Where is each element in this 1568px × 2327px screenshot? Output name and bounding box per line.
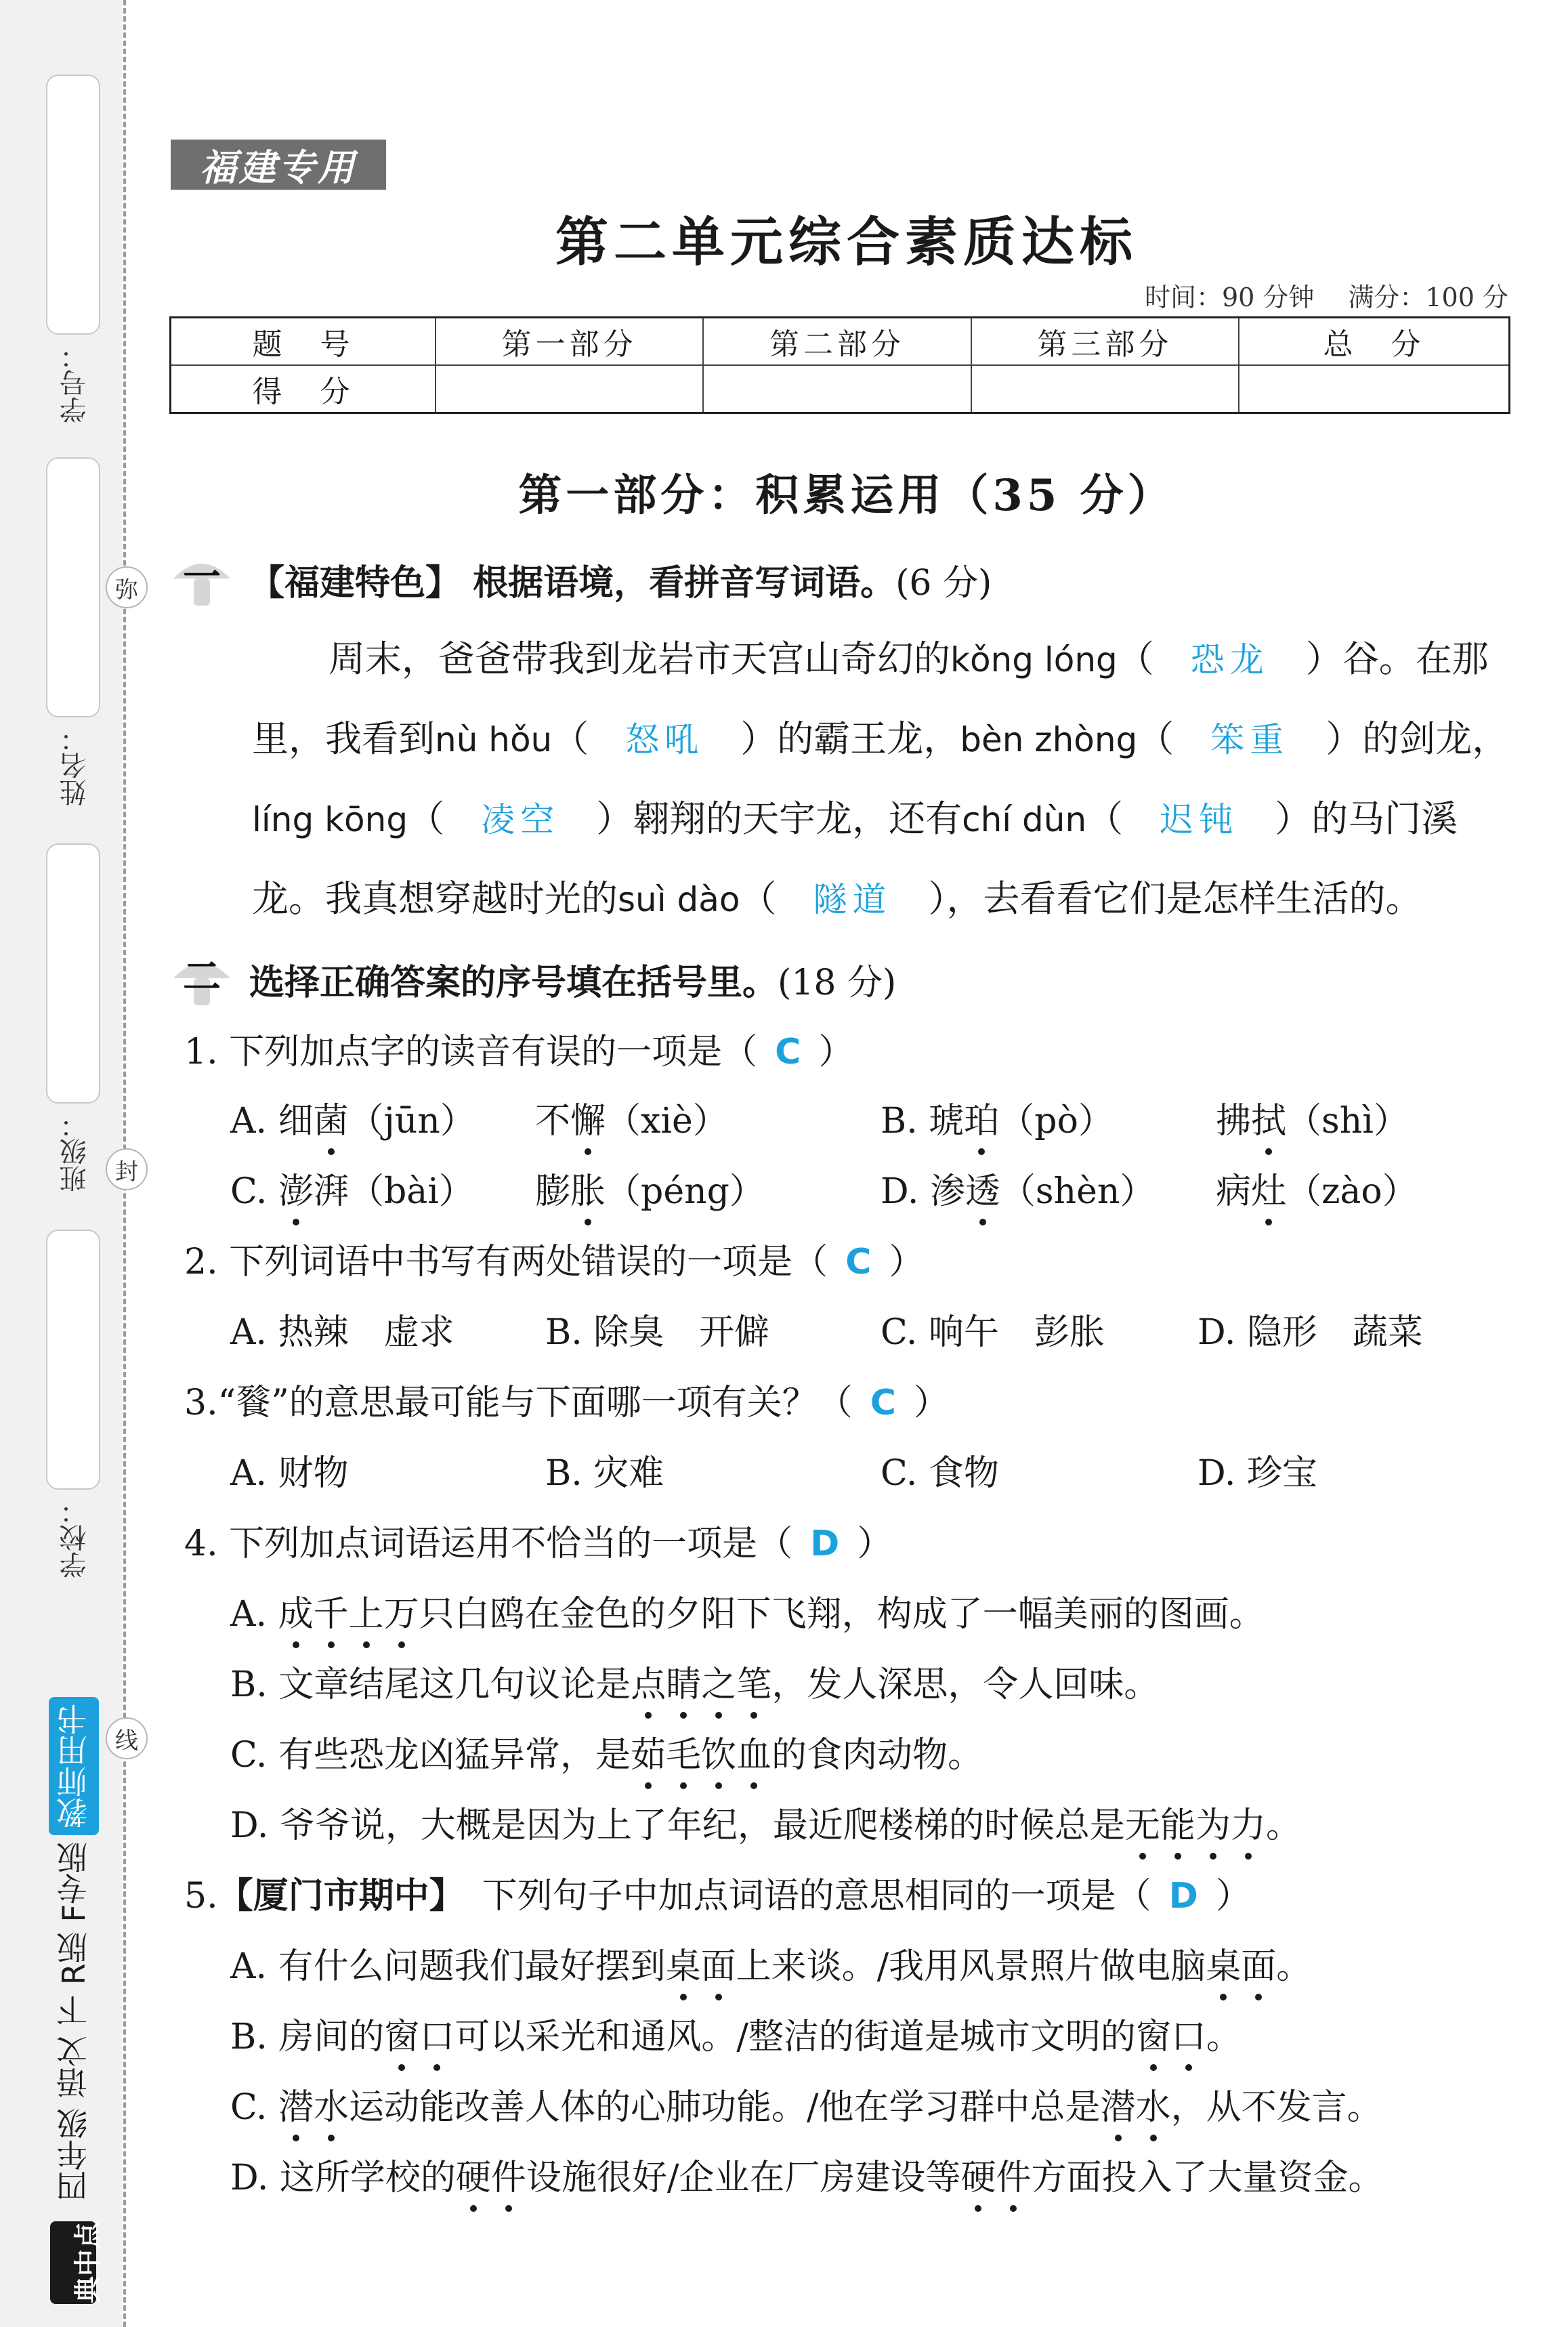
score-cell-part1[interactable]	[436, 365, 703, 413]
answer-suidao[interactable]: 隧道	[813, 880, 892, 919]
stem-text: 4. 下列加点词语运用不恰当的一项是（	[184, 1524, 793, 1564]
q1-line-1	[329, 630, 1489, 682]
q2-4-option-d[interactable]	[230, 1797, 1301, 1847]
q2-3-option-d[interactable]: D. 珍宝	[1198, 1453, 1317, 1494]
q1-header	[249, 554, 992, 605]
q2-badge	[171, 948, 233, 1011]
opt-text: 。	[1265, 1805, 1301, 1846]
q2-3-option-c[interactable]: C. 食物	[881, 1453, 999, 1494]
q1-line-4	[252, 870, 1422, 922]
dotted-char: 之	[701, 1656, 736, 1706]
opt-text: （zào）	[1286, 1171, 1418, 1212]
opt-text: （jūn）	[348, 1101, 475, 1141]
dotted-char: 透	[965, 1162, 1000, 1213]
q2-1-stem	[184, 1023, 853, 1074]
q1-text: ）谷。在那	[1305, 637, 1489, 680]
score-col-total: 总 分	[1239, 318, 1509, 366]
book-info-text: 四年级 语文 下 R版 F专版	[56, 1842, 92, 2202]
opt-text: 上来谈。/我用风景照片做电脑	[736, 1946, 1206, 1987]
q2-points: (18 分)	[778, 963, 897, 1003]
q2-2-option-b[interactable]: B. 除臭 开僻	[545, 1312, 770, 1353]
q2-5-option-a[interactable]	[230, 1937, 1311, 1988]
dotted-char: 件	[996, 2149, 1031, 2200]
teacher-edition-tag: 教师用书	[49, 1697, 99, 1835]
dotted-char: 面	[1241, 1937, 1276, 1988]
dotted-word	[1206, 1946, 1276, 1987]
part1-title: 第一部分：积累运用（35 分）	[518, 470, 1175, 521]
score-col-label: 题 号	[171, 318, 436, 366]
dotted-char: 万	[384, 1585, 419, 1636]
name-label: 姓名：	[60, 725, 91, 806]
q2-5-option-d[interactable]	[230, 2149, 1384, 2200]
score-table-score-row	[171, 365, 1510, 413]
dotted-word	[278, 2087, 349, 2128]
dotted-char: 胀	[570, 1162, 606, 1213]
bracket: （	[1086, 797, 1124, 840]
score-col-part3: 第三部分	[971, 318, 1239, 366]
dotted-word	[1125, 1805, 1266, 1846]
q2-3-option-a[interactable]: A. 财物	[230, 1453, 349, 1494]
dotted-char: 珀	[964, 1092, 999, 1143]
dotted-word	[1136, 2017, 1206, 2057]
bracket: （	[552, 717, 589, 760]
dotted-char: 水	[1136, 2078, 1171, 2129]
opt-text: A. 细	[230, 1101, 314, 1141]
q2-3-answer[interactable]: C	[870, 1383, 896, 1423]
score-table-header-row	[171, 318, 1510, 366]
dotted-char: 为	[1195, 1797, 1231, 1847]
opt-text: 。	[1276, 1946, 1312, 1987]
dotted-char: 水	[314, 2078, 349, 2129]
q2-instruction: 选择正确答案的序号填在括号里。	[249, 963, 778, 1003]
opt-text: （shì）	[1286, 1101, 1409, 1141]
bracket: ）	[818, 1032, 854, 1072]
opt-text: 可以采光和通风。/整洁的街道是城市文明的	[454, 2017, 1136, 2057]
q2-5-tag: 【厦门市期中】	[217, 1875, 465, 1916]
dotted-word	[384, 2017, 454, 2057]
q2-4-option-c[interactable]	[230, 1726, 983, 1777]
dotted-word	[960, 2158, 1031, 2198]
q1-number: 一	[183, 555, 221, 600]
q2-4-option-a[interactable]	[230, 1585, 1265, 1636]
dotted-char: 无	[1125, 1797, 1160, 1847]
dotted-word	[666, 1946, 736, 1987]
bracket: （	[1137, 717, 1174, 760]
student-id-label: 学号：	[60, 342, 91, 423]
region-badge: 福建专用	[171, 140, 386, 190]
cut-mark-mi: 弥	[106, 566, 148, 608]
opt-text: 湃（bài）	[314, 1171, 474, 1212]
opt-text: 膨	[535, 1171, 571, 1212]
brand-logo-icon	[46, 2219, 104, 2307]
opt-text: D. 爷爷说，大概是因为上了年纪，最近爬楼梯的时候总是	[230, 1805, 1125, 1846]
school-box[interactable]	[46, 1230, 100, 1490]
q1-tag: 【福建特色】	[249, 562, 461, 604]
dotted-word	[631, 1735, 771, 1776]
opt-text: B. 琥	[881, 1101, 965, 1141]
q1-points: (6 分)	[895, 563, 992, 604]
stem-text: 1. 下列加点字的读音有误的一项是（	[184, 1032, 758, 1072]
dotted-char: 桌	[1206, 1937, 1241, 1988]
score-table	[169, 316, 1510, 414]
bracket: ）	[1215, 1876, 1251, 1916]
dotted-char: 成	[278, 1585, 314, 1636]
opt-text: 只白鸥在金色的夕阳下飞翔，构成了一幅美丽的图画。	[419, 1594, 1265, 1635]
q2-2-answer[interactable]: C	[845, 1242, 872, 1282]
pinyin: suì dào	[618, 880, 740, 919]
dotted-char: 硬	[456, 2149, 491, 2200]
opt-text: C. 有些恐龙凶猛异常，是	[230, 1735, 631, 1776]
q2-header	[249, 954, 896, 1005]
svg-text:典中点: 典中点	[72, 2222, 104, 2303]
opt-text: D. 渗	[881, 1171, 965, 1212]
dotted-char: 千	[314, 1585, 349, 1636]
q2-5-stem	[184, 1867, 1251, 1918]
dotted-char: 口	[419, 2008, 454, 2059]
opt-text: ，从不发言。	[1170, 2087, 1382, 2128]
opt-text: （shèn）	[1000, 1171, 1156, 1212]
q2-1-option-a1[interactable]	[230, 1092, 475, 1143]
class-box[interactable]	[46, 843, 100, 1104]
exam-meta	[1145, 276, 1508, 314]
bracket: ）	[889, 1242, 925, 1282]
dotted-char: 力	[1231, 1797, 1266, 1847]
score-cell-total[interactable]	[1239, 365, 1509, 413]
bracket: （	[740, 877, 777, 920]
q1-text: 周末，爸爸带我到龙岩市天宫山奇幻的	[329, 637, 950, 680]
q2-1-option-b2[interactable]	[1216, 1092, 1409, 1143]
dotted-word	[631, 1664, 771, 1705]
dotted-word	[1101, 2087, 1171, 2128]
q2-1-option-c2[interactable]	[535, 1162, 765, 1213]
dotted-word	[278, 1594, 419, 1635]
q1-badge	[171, 549, 233, 611]
dotted-char: 窗	[384, 2008, 419, 2059]
q2-2-stem	[184, 1233, 924, 1284]
dotted-char: 拭	[1251, 1092, 1286, 1143]
opt-text: 的食肉动物。	[771, 1735, 983, 1776]
q2-1-option-c1[interactable]	[230, 1162, 474, 1213]
brand-logo	[43, 2215, 103, 2310]
pinyin: líng kōng	[252, 800, 408, 839]
school-label: 学校：	[60, 1497, 91, 1578]
answer-benzhong[interactable]: 笨重	[1210, 720, 1290, 759]
class-label: 班级：	[60, 1111, 91, 1192]
q2-4-answer[interactable]: D	[810, 1524, 840, 1564]
opt-text: D. 这所学校的	[230, 2158, 456, 2198]
dotted-char: 睛	[666, 1656, 701, 1706]
book-info	[49, 1606, 99, 2202]
stem-text: 3.“餮”的意思最可能与下面哪一项有关？（	[184, 1383, 853, 1423]
q1-line-2	[252, 710, 1508, 762]
score-col-part2: 第二部分	[703, 318, 971, 366]
answer-konglong[interactable]: 恐龙	[1190, 640, 1269, 679]
q1-instruction: 根据语境，看拼音写词语。	[473, 563, 896, 604]
q2-2-option-a[interactable]: A. 热辣 虚求	[230, 1312, 454, 1353]
dotted-char: 饮	[701, 1726, 736, 1777]
dotted-char: 菌	[314, 1092, 349, 1143]
dotted-char: 件	[491, 2149, 526, 2200]
dotted-char: 桌	[666, 1937, 701, 1988]
score-col-part1: 第一部分	[436, 318, 703, 366]
dotted-char: 笔	[736, 1656, 771, 1706]
opt-text: C.	[230, 1171, 278, 1212]
q2-5-answer[interactable]: D	[1168, 1876, 1198, 1916]
bracket: ）	[913, 1383, 949, 1423]
opt-text: 方面投入了大量资金。	[1031, 2158, 1384, 2198]
dotted-char: 茹	[631, 1726, 666, 1777]
q1-text: ）翱翔的天宇龙，还有	[596, 797, 962, 840]
score-cell-part2[interactable]	[703, 365, 971, 413]
opt-text: 。	[1206, 2017, 1242, 2057]
q1-text: ）的霸王龙，	[740, 717, 960, 760]
opt-text: （pò）	[999, 1101, 1114, 1141]
score-cell-part3[interactable]	[971, 365, 1239, 413]
q1-text: ）的剑龙，	[1326, 717, 1509, 760]
exam-time: 时间：90 分钟	[1144, 282, 1315, 312]
q2-4-stem	[184, 1515, 892, 1566]
score-row-label: 得 分	[171, 365, 436, 413]
dotted-char: 面	[701, 1937, 736, 1988]
dotted-char: 血	[736, 1726, 771, 1777]
dotted-word	[456, 2158, 526, 2198]
cut-mark-xian: 线	[106, 1717, 148, 1759]
opt-text: （péng）	[606, 1171, 765, 1212]
student-id-box[interactable]	[46, 75, 100, 335]
dotted-char: 硬	[960, 2149, 996, 2200]
q1-text: ）的马门溪	[1275, 797, 1458, 840]
q2-1-option-d2[interactable]	[1216, 1162, 1418, 1213]
opt-text: A. 有什么问题我们最好摆到	[230, 1946, 666, 1987]
answer-lingkong[interactable]: 凌空	[481, 800, 560, 839]
q2-2-option-d[interactable]: D. 隐形 蔬菜	[1198, 1312, 1423, 1353]
dotted-char: 毛	[666, 1726, 701, 1777]
dotted-char: 口	[1171, 2008, 1206, 2059]
stem-text: 2. 下列词语中书写有两处错误的一项是（	[184, 1242, 828, 1282]
bracket: （	[1117, 637, 1154, 680]
q2-5-option-c[interactable]	[230, 2078, 1382, 2129]
answer-nuhou[interactable]: 怒吼	[625, 720, 704, 759]
q2-5-option-b[interactable]	[230, 2008, 1242, 2059]
dotted-char: 点	[631, 1656, 666, 1706]
dotted-char: 窗	[1136, 2008, 1171, 2059]
opt-text: 病	[1216, 1171, 1252, 1212]
dotted-char: 澎	[278, 1162, 314, 1213]
opt-text: ，发人深思，令人回味。	[771, 1664, 1160, 1705]
opt-text: B. 文章结尾这几句议论是	[230, 1664, 631, 1705]
pinyin: chí dùn	[962, 800, 1087, 839]
cut-mark-feng: 封	[106, 1148, 148, 1190]
opt-text: C.	[230, 2087, 278, 2128]
answer-chidun[interactable]: 迟钝	[1160, 800, 1239, 839]
opt-text: B. 房间的	[230, 2017, 385, 2057]
opt-text: 设施很好/企业在厂房建设等	[526, 2158, 961, 2198]
q2-4-option-b[interactable]	[230, 1656, 1159, 1706]
name-box[interactable]	[46, 457, 100, 717]
q2-2-option-c[interactable]: C. 响午 彭胀	[881, 1312, 1105, 1353]
stem-text: 下列句子中加点词语的意思相同的一项是（	[482, 1876, 1151, 1916]
pinyin: nù hǒu	[435, 720, 553, 759]
q2-1-option-a2[interactable]	[535, 1092, 728, 1143]
q2-1-option-b1[interactable]	[881, 1092, 1114, 1143]
q2-number: 二	[183, 955, 221, 999]
opt-text: 不	[535, 1101, 571, 1141]
stem-number: 5.	[184, 1876, 218, 1916]
dotted-char: 上	[349, 1585, 384, 1636]
q2-1-option-d1[interactable]	[881, 1162, 1155, 1213]
q2-3-stem	[184, 1374, 949, 1425]
pinyin: bèn zhòng	[960, 720, 1138, 759]
bracket: （	[408, 797, 445, 840]
dotted-char: 潜	[1101, 2078, 1136, 2129]
opt-text: A.	[230, 1594, 278, 1635]
dotted-char: 潜	[278, 2078, 314, 2129]
q1-text: 龙。我真想穿越时光的	[252, 877, 618, 920]
pinyin: kǒng lóng	[950, 640, 1118, 679]
q2-1-answer[interactable]: C	[775, 1032, 801, 1072]
dotted-char: 灶	[1251, 1162, 1286, 1213]
opt-text: 运动能改善人体的心肺功能。/他在学习群中总是	[349, 2087, 1101, 2128]
page-title: 第二单元综合素质达标	[555, 211, 1138, 273]
q2-3-option-b[interactable]: B. 灾难	[545, 1453, 664, 1494]
q1-text: 里，我看到	[252, 717, 435, 760]
exam-full-score: 满分：100 分	[1348, 282, 1508, 312]
bracket: ）	[857, 1524, 893, 1564]
q1-line-3	[252, 790, 1458, 842]
opt-text: 拂	[1216, 1101, 1252, 1141]
q1-text: ），去看看它们是怎样生活的。	[928, 877, 1422, 920]
opt-text: （xiè）	[606, 1101, 728, 1141]
dotted-char: 懈	[570, 1092, 606, 1143]
dotted-char: 能	[1160, 1797, 1195, 1847]
